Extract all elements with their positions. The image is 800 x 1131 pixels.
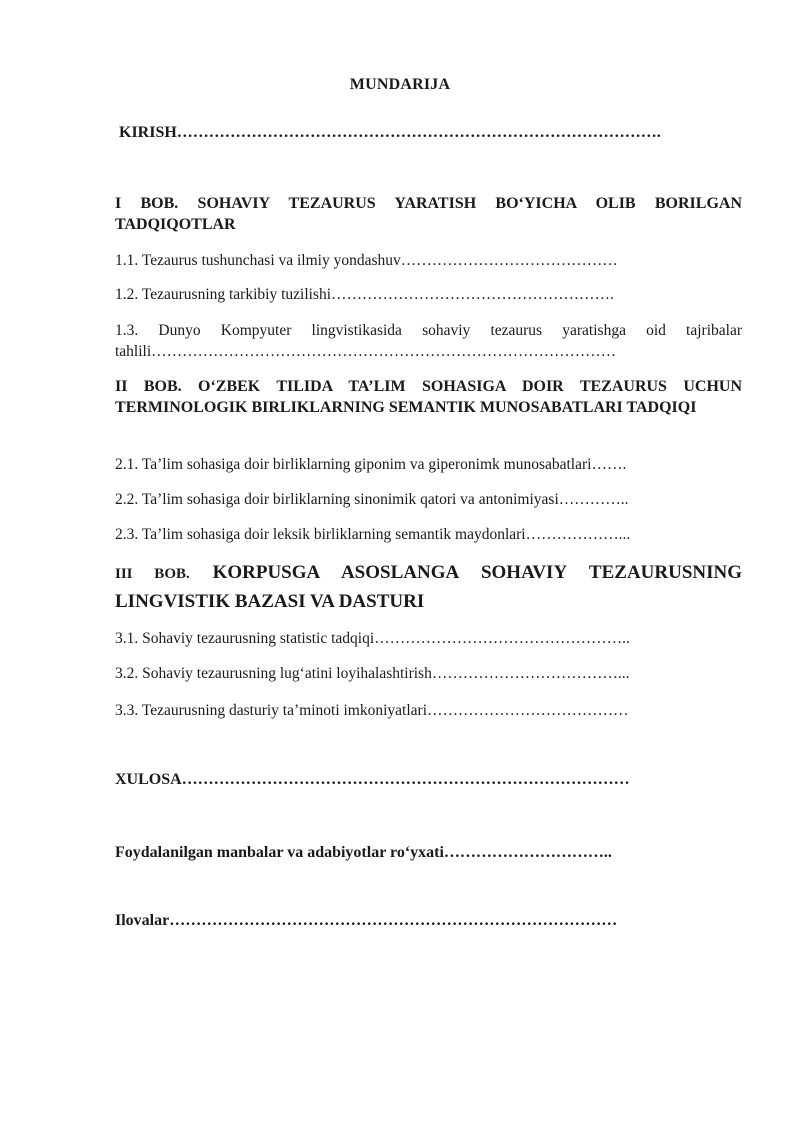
chapter-3-heading [115,559,742,615]
toc-item-1-2: 1.2. Tezaurusning tarkibiy tuzilishi………………………………………………. [115,286,614,303]
toc-item-2-3: 2.3. Ta’lim sohasiga doir leksik birliklarning semantik maydonlari………………... [115,526,631,543]
toc-item-2-2: 2.2. Ta’lim sohasiga doir birliklarning sinonimik qatori va antonimiyasi………….. [115,491,629,508]
toc-item-2-1: 2.1. Ta’lim sohasiga doir birliklarning giponim va giperonimk munosabatlari……. [115,456,627,473]
chapter-3-prefix: III BOB. [115,566,190,582]
toc-item-3-1: 3.1. Sohaviy tezaurusning statistic tadqiqi………………………………………….. [115,630,630,647]
toc-item-1-3: 1.3. Dunyo Kompyuter lingvistikasida sohaviy tezaurus yaratishga oid tajribalar tahlili……………………………………………………………………………… [115,322,742,360]
toc-item-3-3: 3.3. Tezaurusning dasturiy ta’minoti imkoniyatlari………………………………… [115,702,629,719]
chapter-2-heading: II BOB. O‘ZBEK TILIDA TA’LIM SOHASIGA DOIR TEZAURUS UCHUN TERMINOLOGIK BIRLIKLARNING SEMANTIK MUNOSABATLARI TADQIQI [115,378,742,416]
chapter-3-title: KORPUSGA ASOSLANGA SOHAVIY TEZAURUSNING LINGVISTIK BAZASI VA DASTURI [115,562,743,612]
chapter-1-heading: I BOB. SOHAVIY TEZAURUS YARATISH BO‘YICHA OLIB BORILGAN TADQIQOTLAR [115,195,742,233]
toc-item-3-2: 3.2. Sohaviy tezaurusning lug‘atini loyihalashtirish………………………………... [115,665,630,682]
toc-intro: KIRISH………………………………………………………………………………. [119,124,661,141]
page-title: MUNDARIJA [349,76,451,93]
toc-conclusion: XULOSA………………………………………………………………………… [115,771,630,788]
toc-references: Foydalanilgan manbalar va adabiyotlar ro‘yxati………………………….. [115,844,612,861]
toc-item-1-1: 1.1. Tezaurus tushunchasi va ilmiy yondashuv…………………………………… [115,252,618,269]
toc-appendix: Ilovalar………………………………………………………………………… [115,912,618,929]
